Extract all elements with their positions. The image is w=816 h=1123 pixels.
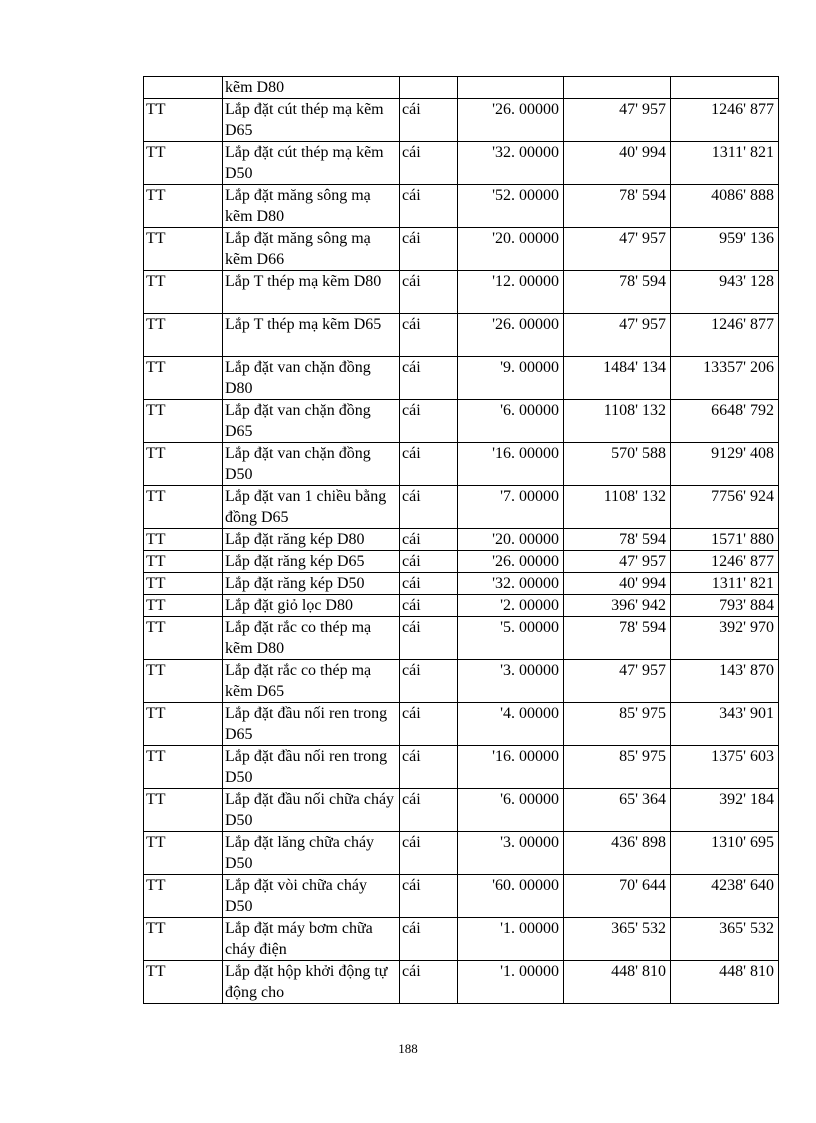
total-cell: 1375' 603 <box>671 746 779 789</box>
total-cell: 9129' 408 <box>671 443 779 486</box>
quantity-cell: '32. 00000 <box>458 142 564 185</box>
quantity-cell: '6. 00000 <box>458 400 564 443</box>
item-name-cell: Lắp đặt đầu nối chữa cháy D50 <box>223 789 400 832</box>
total-cell: 6648' 792 <box>671 400 779 443</box>
table-row <box>144 357 779 400</box>
work-code-cell: TT <box>144 918 223 961</box>
unit-cell: cái <box>400 357 458 400</box>
work-code-cell: TT <box>144 228 223 271</box>
unit-cell: cái <box>400 746 458 789</box>
unit-cell: cái <box>400 400 458 443</box>
table-row <box>144 617 779 660</box>
work-code-cell: TT <box>144 961 223 1004</box>
work-code-cell: TT <box>144 142 223 185</box>
quantity-cell: '6. 00000 <box>458 789 564 832</box>
quantity-cell: '60. 00000 <box>458 875 564 918</box>
item-name-cell: Lắp đặt vòi chữa cháy D50 <box>223 875 400 918</box>
item-name-cell: Lắp đặt lăng chữa cháy D50 <box>223 832 400 875</box>
total-cell: 4086' 888 <box>671 185 779 228</box>
total-cell: 1246' 877 <box>671 99 779 142</box>
item-name-cell: Lắp đặt đầu nối ren trong D50 <box>223 746 400 789</box>
total-cell: 392' 970 <box>671 617 779 660</box>
item-name-cell: Lắp đặt van chặn đồng D80 <box>223 357 400 400</box>
unit-price-cell: 40' 994 <box>564 142 671 185</box>
work-code-cell: TT <box>144 314 223 357</box>
unit-price-cell: 85' 975 <box>564 746 671 789</box>
item-name-cell: Lắp đặt van 1 chiều bằng đồng D65 <box>223 486 400 529</box>
unit-cell: cái <box>400 918 458 961</box>
table-row <box>144 703 779 746</box>
item-name-cell: Lắp đặt răng kép D80 <box>223 529 400 551</box>
item-name-cell: Lắp đặt máy bơm chữa cháy điện <box>223 918 400 961</box>
table-row <box>144 228 779 271</box>
quantity-cell: '26. 00000 <box>458 314 564 357</box>
unit-price-cell: 396' 942 <box>564 595 671 617</box>
table-row <box>144 832 779 875</box>
quantity-cell: '26. 00000 <box>458 99 564 142</box>
table-row <box>144 961 779 1004</box>
total-cell: 1311' 821 <box>671 573 779 595</box>
item-name-cell: Lắp đặt rắc co thép mạ kẽm D80 <box>223 617 400 660</box>
quantity-cell: '26. 00000 <box>458 551 564 573</box>
unit-price-cell: 78' 594 <box>564 185 671 228</box>
unit-price-cell: 448' 810 <box>564 961 671 1004</box>
unit-cell: cái <box>400 486 458 529</box>
quantity-cell: '7. 00000 <box>458 486 564 529</box>
total-cell: 959' 136 <box>671 228 779 271</box>
unit-cell: cái <box>400 228 458 271</box>
estimate-table <box>143 76 779 1004</box>
unit-cell: cái <box>400 314 458 357</box>
unit-price-cell: 78' 594 <box>564 271 671 314</box>
work-code-cell: TT <box>144 832 223 875</box>
quantity-cell: '3. 00000 <box>458 660 564 703</box>
work-code-cell: TT <box>144 789 223 832</box>
unit-cell <box>400 77 458 99</box>
unit-cell: cái <box>400 961 458 1004</box>
work-code-cell: TT <box>144 443 223 486</box>
unit-price-cell: 47' 957 <box>564 660 671 703</box>
quantity-cell: '20. 00000 <box>458 529 564 551</box>
work-code-cell <box>144 77 223 99</box>
unit-price-cell: 1484' 134 <box>564 357 671 400</box>
quantity-cell: '12. 00000 <box>458 271 564 314</box>
quantity-cell: '16. 00000 <box>458 443 564 486</box>
unit-price-cell: 436' 898 <box>564 832 671 875</box>
item-name-cell: Lắp đặt răng kép D50 <box>223 573 400 595</box>
total-cell: 1311' 821 <box>671 142 779 185</box>
work-code-cell: TT <box>144 357 223 400</box>
table-row <box>144 185 779 228</box>
quantity-cell: '3. 00000 <box>458 832 564 875</box>
work-code-cell: TT <box>144 595 223 617</box>
item-name-cell: Lắp đặt rắc co thép mạ kẽm D65 <box>223 660 400 703</box>
total-cell: 143' 870 <box>671 660 779 703</box>
unit-price-cell: 85' 975 <box>564 703 671 746</box>
unit-price-cell: 65' 364 <box>564 789 671 832</box>
item-name-cell: Lắp đặt van chặn đồng D65 <box>223 400 400 443</box>
work-code-cell: TT <box>144 185 223 228</box>
total-cell: 13357' 206 <box>671 357 779 400</box>
table-row <box>144 443 779 486</box>
total-cell: 793' 884 <box>671 595 779 617</box>
work-code-cell: TT <box>144 486 223 529</box>
total-cell: 392' 184 <box>671 789 779 832</box>
unit-cell: cái <box>400 617 458 660</box>
quantity-cell: '5. 00000 <box>458 617 564 660</box>
unit-price-cell: 1108' 132 <box>564 400 671 443</box>
table-row <box>144 573 779 595</box>
unit-cell: cái <box>400 703 458 746</box>
unit-cell: cái <box>400 185 458 228</box>
table-row <box>144 400 779 443</box>
work-code-cell: TT <box>144 617 223 660</box>
quantity-cell: '52. 00000 <box>458 185 564 228</box>
unit-price-cell <box>564 77 671 99</box>
unit-price-cell: 365' 532 <box>564 918 671 961</box>
unit-price-cell: 47' 957 <box>564 551 671 573</box>
quantity-cell: '1. 00000 <box>458 918 564 961</box>
item-name-cell: kẽm D80 <box>223 77 400 99</box>
total-cell: 943' 128 <box>671 271 779 314</box>
quantity-cell: '4. 00000 <box>458 703 564 746</box>
table-row <box>144 660 779 703</box>
quantity-cell: '20. 00000 <box>458 228 564 271</box>
table-row <box>144 314 779 357</box>
table-row <box>144 551 779 573</box>
total-cell: 1571' 880 <box>671 529 779 551</box>
table-row <box>144 746 779 789</box>
work-code-cell: TT <box>144 703 223 746</box>
work-code-cell: TT <box>144 99 223 142</box>
table-row <box>144 77 779 99</box>
table-row <box>144 918 779 961</box>
page-number: 188 <box>398 1041 418 1056</box>
unit-cell: cái <box>400 875 458 918</box>
table-row <box>144 99 779 142</box>
quantity-cell: '9. 00000 <box>458 357 564 400</box>
quantity-cell: '2. 00000 <box>458 595 564 617</box>
item-name-cell: Lắp đặt van chặn đồng D50 <box>223 443 400 486</box>
unit-cell: cái <box>400 142 458 185</box>
work-code-cell: TT <box>144 271 223 314</box>
unit-price-cell: 47' 957 <box>564 314 671 357</box>
unit-cell: cái <box>400 99 458 142</box>
unit-cell: cái <box>400 660 458 703</box>
unit-price-cell: 47' 957 <box>564 99 671 142</box>
unit-price-cell: 570' 588 <box>564 443 671 486</box>
unit-cell: cái <box>400 595 458 617</box>
item-name-cell: Lắp đặt cút thép mạ kẽm D50 <box>223 142 400 185</box>
item-name-cell: Lắp đặt măng sông mạ kẽm D66 <box>223 228 400 271</box>
work-code-cell: TT <box>144 400 223 443</box>
unit-cell: cái <box>400 271 458 314</box>
table-body <box>144 77 779 1004</box>
table-row <box>144 486 779 529</box>
table-row <box>144 142 779 185</box>
unit-cell: cái <box>400 573 458 595</box>
total-cell: 1246' 877 <box>671 551 779 573</box>
total-cell: 1246' 877 <box>671 314 779 357</box>
unit-price-cell: 70' 644 <box>564 875 671 918</box>
unit-cell: cái <box>400 789 458 832</box>
table-row <box>144 271 779 314</box>
work-code-cell: TT <box>144 573 223 595</box>
table-row <box>144 875 779 918</box>
item-name-cell: Lắp T thép mạ kẽm D65 <box>223 314 400 357</box>
item-name-cell: Lắp đặt cút thép mạ kẽm D65 <box>223 99 400 142</box>
total-cell: 1310' 695 <box>671 832 779 875</box>
total-cell <box>671 77 779 99</box>
unit-cell: cái <box>400 832 458 875</box>
item-name-cell: Lắp đặt giỏ lọc D80 <box>223 595 400 617</box>
unit-cell: cái <box>400 443 458 486</box>
quantity-cell: '32. 00000 <box>458 573 564 595</box>
unit-price-cell: 1108' 132 <box>564 486 671 529</box>
item-name-cell: Lắp đặt đầu nối ren trong D65 <box>223 703 400 746</box>
work-code-cell: TT <box>144 660 223 703</box>
unit-cell: cái <box>400 551 458 573</box>
total-cell: 448' 810 <box>671 961 779 1004</box>
table-row <box>144 789 779 832</box>
total-cell: 365' 532 <box>671 918 779 961</box>
unit-price-cell: 78' 594 <box>564 529 671 551</box>
table-row <box>144 529 779 551</box>
work-code-cell: TT <box>144 551 223 573</box>
unit-price-cell: 47' 957 <box>564 228 671 271</box>
total-cell: 4238' 640 <box>671 875 779 918</box>
work-code-cell: TT <box>144 746 223 789</box>
item-name-cell: Lắp đặt răng kép D65 <box>223 551 400 573</box>
item-name-cell: Lắp T thép mạ kẽm D80 <box>223 271 400 314</box>
unit-cell: cái <box>400 529 458 551</box>
unit-price-cell: 40' 994 <box>564 573 671 595</box>
unit-price-cell: 78' 594 <box>564 617 671 660</box>
work-code-cell: TT <box>144 529 223 551</box>
item-name-cell: Lắp đặt măng sông mạ kẽm D80 <box>223 185 400 228</box>
item-name-cell: Lắp đặt hộp khởi động tự động cho <box>223 961 400 1004</box>
total-cell: 7756' 924 <box>671 486 779 529</box>
quantity-cell: '16. 00000 <box>458 746 564 789</box>
total-cell: 343' 901 <box>671 703 779 746</box>
quantity-cell: '1. 00000 <box>458 961 564 1004</box>
work-code-cell: TT <box>144 875 223 918</box>
quantity-cell <box>458 77 564 99</box>
table-row <box>144 595 779 617</box>
